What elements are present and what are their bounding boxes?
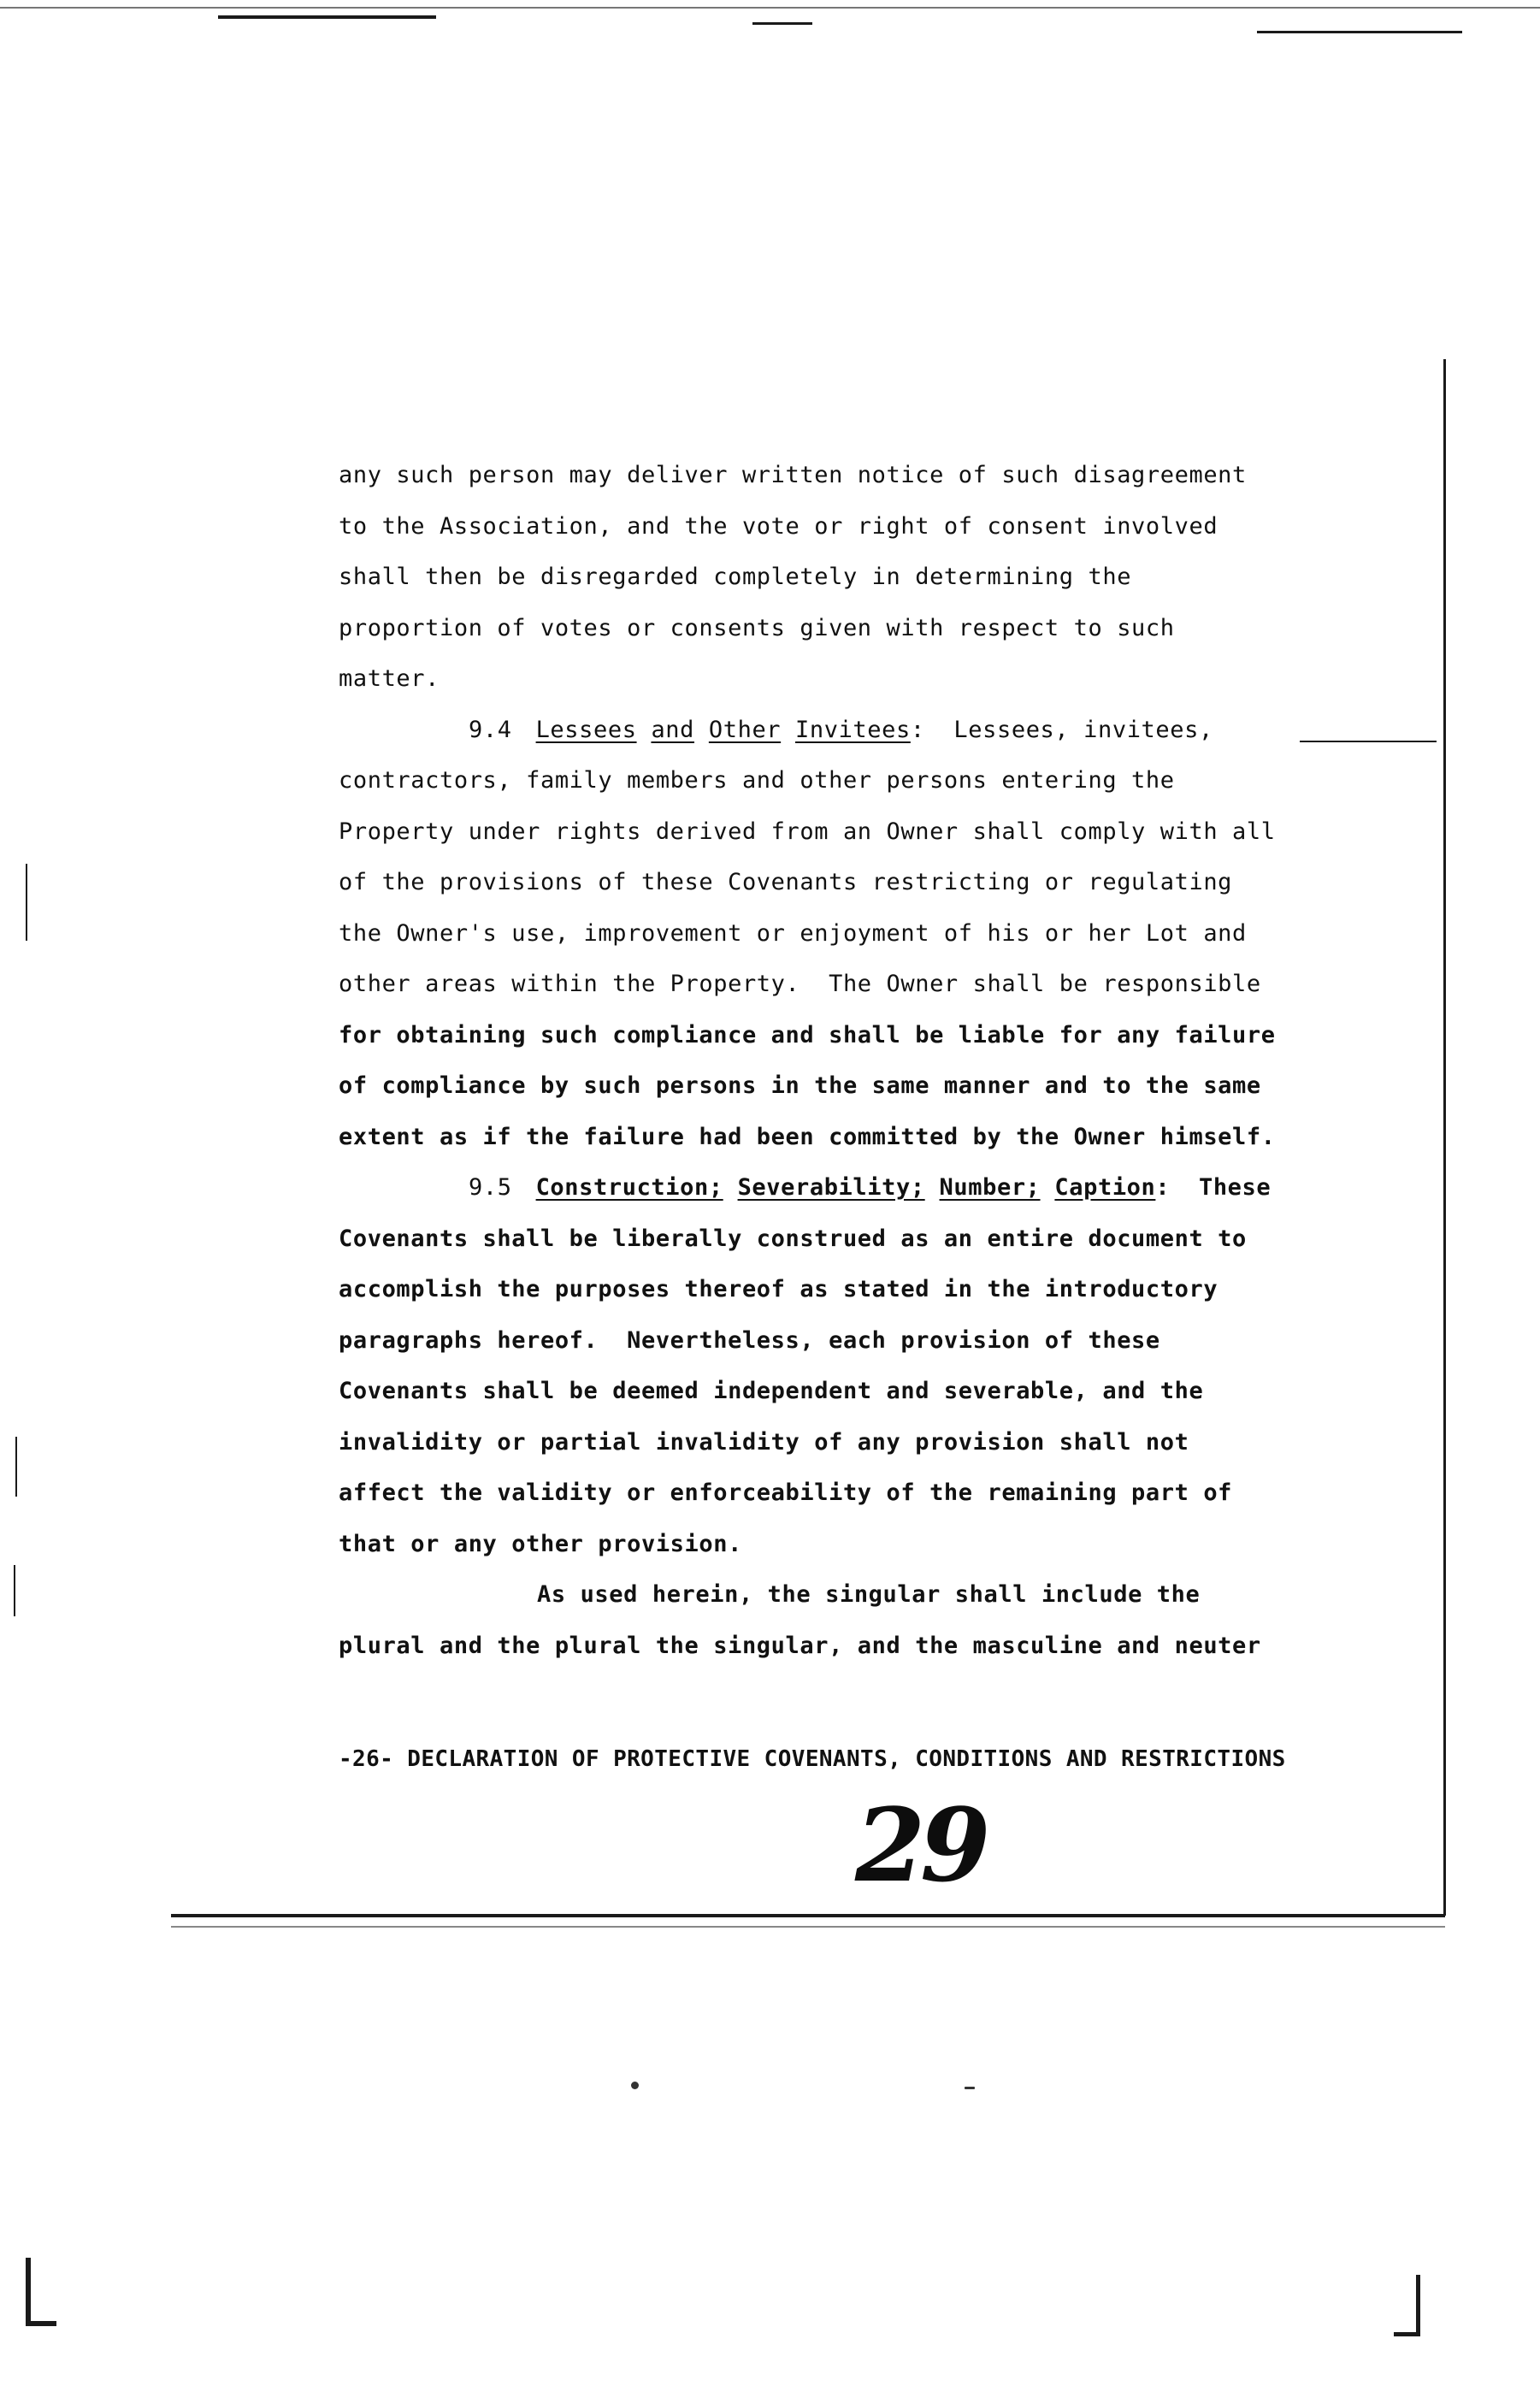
text-line: Covenants shall be liberally construed as an entire document to (339, 1225, 1247, 1252)
text-line: of the provisions of these Covenants restricting or regulating (339, 869, 1233, 895)
text-line: affect the validity or enforceability of the remaining part of (339, 1479, 1233, 1506)
section-heading-word: Severability; (737, 1174, 925, 1201)
section-heading-word: Other (708, 716, 782, 743)
section-heading-rest: : These (1155, 1174, 1272, 1201)
left-margin-mark-3 (14, 1565, 15, 1616)
scan-artifact-top-mark (752, 22, 812, 25)
left-margin-mark (26, 864, 27, 941)
section-number: 9.4 (469, 716, 512, 743)
scan-speck (965, 2087, 975, 2089)
text-line: Property under rights derived from an Owner shall comply with all (339, 818, 1276, 845)
document-body (339, 450, 1322, 1671)
handwritten-page-number: 29 (855, 1786, 986, 1905)
section-heading-word: and (651, 716, 695, 743)
text-line: invalidity or partial invalidity of any provision shall not (339, 1428, 1189, 1456)
left-margin-mark-2 (15, 1437, 17, 1497)
text-line (339, 1569, 1322, 1621)
text-line: of compliance by such persons in the same manner and to the same (339, 1072, 1261, 1099)
scan-speck (631, 2082, 639, 2089)
section-heading-rest: : Lessees, invitees, (910, 716, 1213, 743)
text-line: extent as if the failure had been committed by the Owner himself. (339, 1123, 1276, 1150)
text-line: for obtaining such compliance and shall be liable for any failure (339, 1021, 1276, 1048)
text-line: proportion of votes or consents given with respect to such (339, 614, 1175, 641)
section-heading-word: Invitees (795, 716, 911, 743)
corner-mark-bottom-left-foot (26, 2321, 56, 2326)
text-line: any such person may deliver written notice of such disagreement (339, 462, 1247, 488)
scan-artifact-top-mark-2 (1257, 31, 1462, 33)
page-footer: -26- DECLARATION OF PROTECTIVE COVENANTS, CONDITIONS AND RESTRICTIONS (339, 1746, 1286, 1772)
text-line: to the Association, and the vote or right of consent involved (339, 512, 1218, 540)
corner-mark-bottom-right-foot (1394, 2332, 1420, 2336)
section-heading-word: Number; (939, 1174, 1041, 1201)
section-heading-word: Caption (1054, 1174, 1156, 1201)
scan-artifact-top (0, 7, 1540, 9)
scan-artifact-top-bold (218, 15, 436, 19)
page-bottom-border-faint (171, 1926, 1445, 1928)
text-line: the Owner's use, improvement or enjoyment of his or her Lot and (339, 919, 1247, 947)
section-heading-9-4 (339, 705, 1322, 756)
text-line: contractors, family members and other persons entering the (339, 767, 1175, 794)
corner-mark-bottom-right (1416, 2275, 1420, 2336)
text-line: shall then be disregarded completely in determining the (339, 564, 1132, 590)
paragraph-first-line: As used herein, the singular shall include the (537, 1581, 1201, 1608)
page-bottom-border (171, 1914, 1445, 1917)
text-line: that or any other provision. (339, 1530, 742, 1557)
text-line: other areas within the Property. The Owner shall be responsible (339, 971, 1261, 997)
text-line: matter. (339, 665, 440, 692)
text-line: paragraphs hereof. Nevertheless, each provision of these (339, 1326, 1160, 1354)
text-line: accomplish the purposes thereof as stated in the introductory (339, 1276, 1218, 1302)
section-heading-word: Lessees (535, 716, 637, 743)
corner-mark-bottom-left (26, 2258, 31, 2326)
section-number: 9.5 (469, 1174, 512, 1201)
text-line: plural and the plural the singular, and the masculine and neuter (339, 1632, 1261, 1659)
page-right-border (1443, 359, 1446, 1916)
section-heading-9-5 (339, 1162, 1322, 1214)
section-heading-word: Construction; (535, 1174, 723, 1201)
text-line: Covenants shall be deemed independent and severable, and the (339, 1378, 1204, 1404)
